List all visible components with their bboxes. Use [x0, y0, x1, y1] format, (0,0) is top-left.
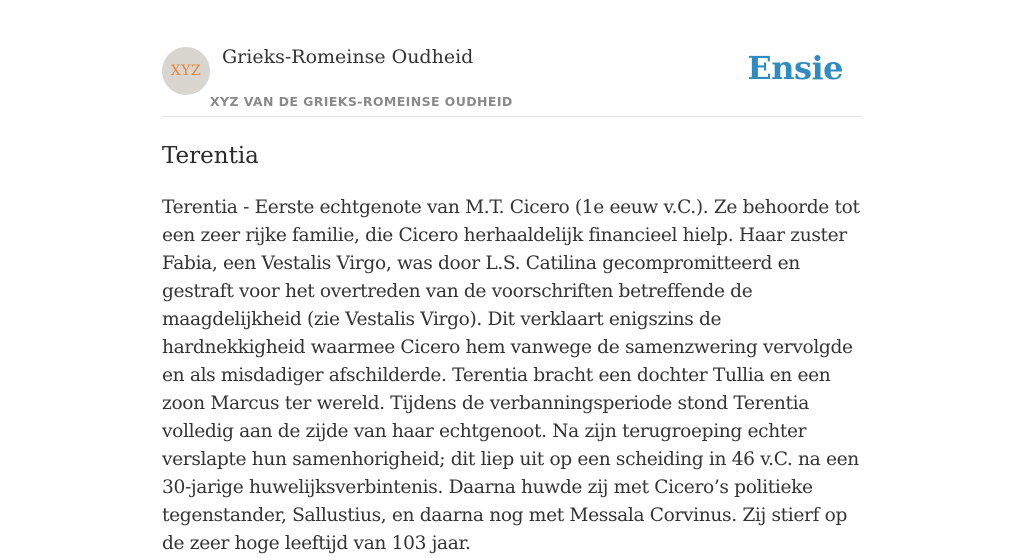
avatar-text: XYZ [170, 63, 202, 79]
main-content [162, 0, 862, 558]
ensie-logo[interactable]: Ensie [747, 49, 843, 87]
entry-title: Terentia [162, 143, 259, 169]
source-avatar[interactable] [162, 47, 210, 95]
source-header [162, 0, 862, 117]
source-subtitle[interactable]: XYZ VAN DE GRIEKS-ROMEINSE OUDHEID [210, 94, 513, 109]
entry-body: Terentia - Eerste echtgenote van M.T. Cicero (1e eeuw v.C.). Ze behoorde tot een zeer rijke familie, die Cicero herhaaldelijk financieel hielp. Haar zuster Fabia, een Vestalis Virgo, was door L.S. Catilina gecompromitteerd en gestraft voor het overtreden van de voorschriften betreffende de maagdelijkheid (zie Vestalis Virgo). Dit verklaart enigszins de hardnekkigheid waarmee Cicero hem vanwege de samenzwering vervolgde en als misdadiger afschilderde. Terentia bracht een dochter Tullia en een zoon Marcus ter wereld. Tijdens de verbanningsperiode stond Terentia volledig aan de zijde van haar echtgenoot. Na zijn terugroeping echter verslapte hun samenhorigheid; dit liep uit op een scheiding in 46 v.C. na een 30-jarige huwelijksverbintenis. Daarna huwde zij met Cicero’s politieke tegenstander, Sallustius, en daarna nog met Messala Corvinus. Zij stierf op de zeer hoge leeftijd van 103 jaar. [162, 197, 860, 554]
source-title[interactable]: Grieks-Romeinse Oudheid [222, 46, 474, 68]
